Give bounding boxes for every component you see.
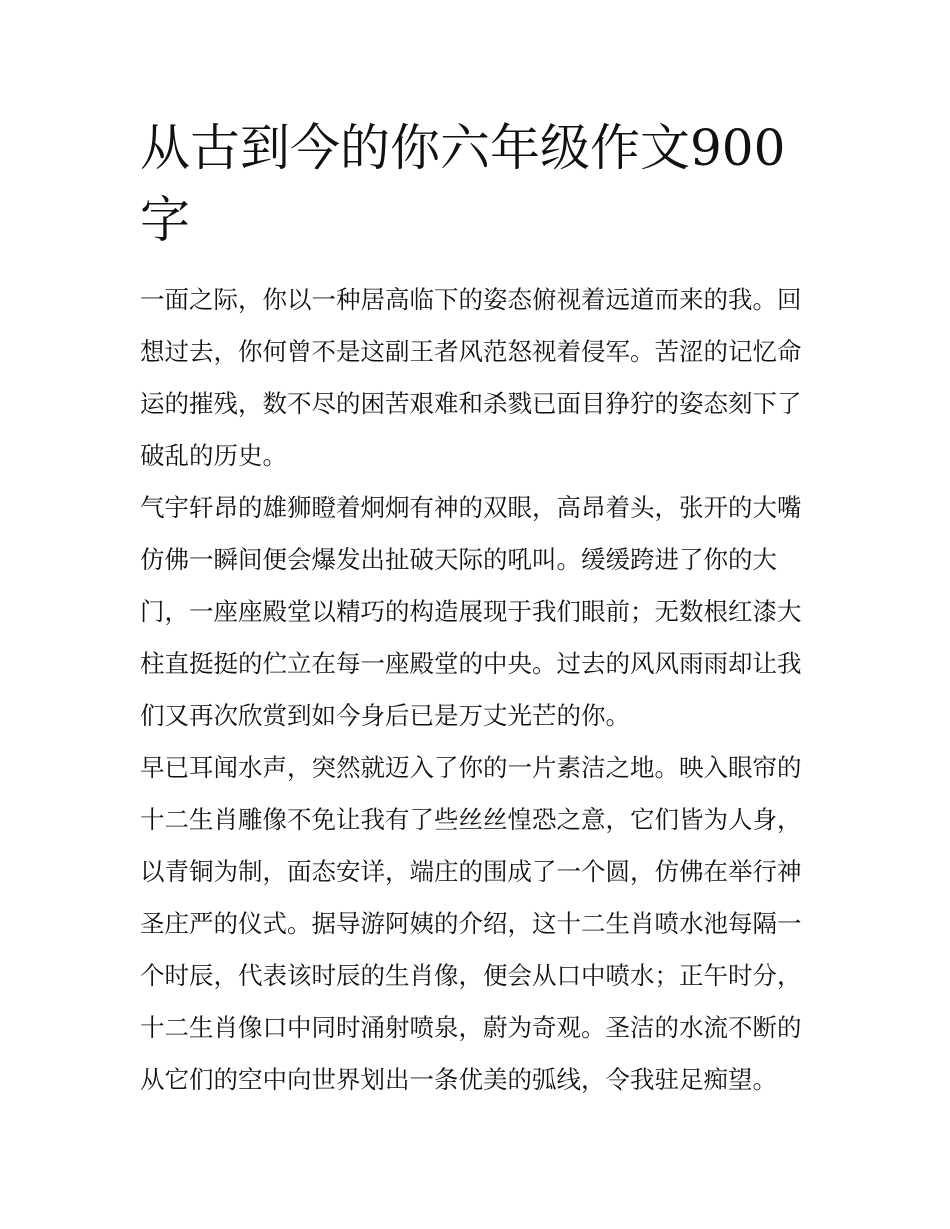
page-title: 从古到今的你六年级作文900字	[140, 119, 786, 249]
document-body	[140, 112, 812, 1106]
paragraph-2: 气宇轩昂的雄狮瞪着炯炯有神的双眼，高昂着头，张开的大嘴仿佛一瞬间便会爆发出扯破天际的吼叫。缓缓跨进了你的大门，一座座殿堂以精巧的构造展现于我们眼前；无数根红漆大柱直挺挺的伫立在每一座殿堂的中央。过去的风风雨雨却让我们又再次欣赏到如今身后已是万丈光芒的你。	[140, 493, 802, 730]
paragraph-3: 早已耳闻水声，突然就迈入了你的一片素洁之地。映入眼帘的十二生肖雕像不免让我有了些丝丝惶恐之意，它们皆为人身，以青铜为制，面态安详，端庄的围成了一个圆，仿佛在举行神圣庄严的仪式。据导游阿姨的介绍，这十二生肖喷水池每隔一个时辰，代表该时辰的生肖像，便会从口中喷水；正午时分，十二生肖像口中同时涌射喷泉，蔚为奇观。圣洁的水流不断的从它们的空中向世界划出一条优美的弧线，令我驻足痴望。	[140, 753, 802, 1094]
paragraph-1: 一面之际，你以一种居高临下的姿态俯视着远道而来的我。回想过去，你何曾不是这副王者风范怒视着侵军。苦涩的记忆命运的摧残，数不尽的困苦艰难和杀戮已面目狰狞的姿态刻下了破乱的历史。	[140, 285, 802, 470]
